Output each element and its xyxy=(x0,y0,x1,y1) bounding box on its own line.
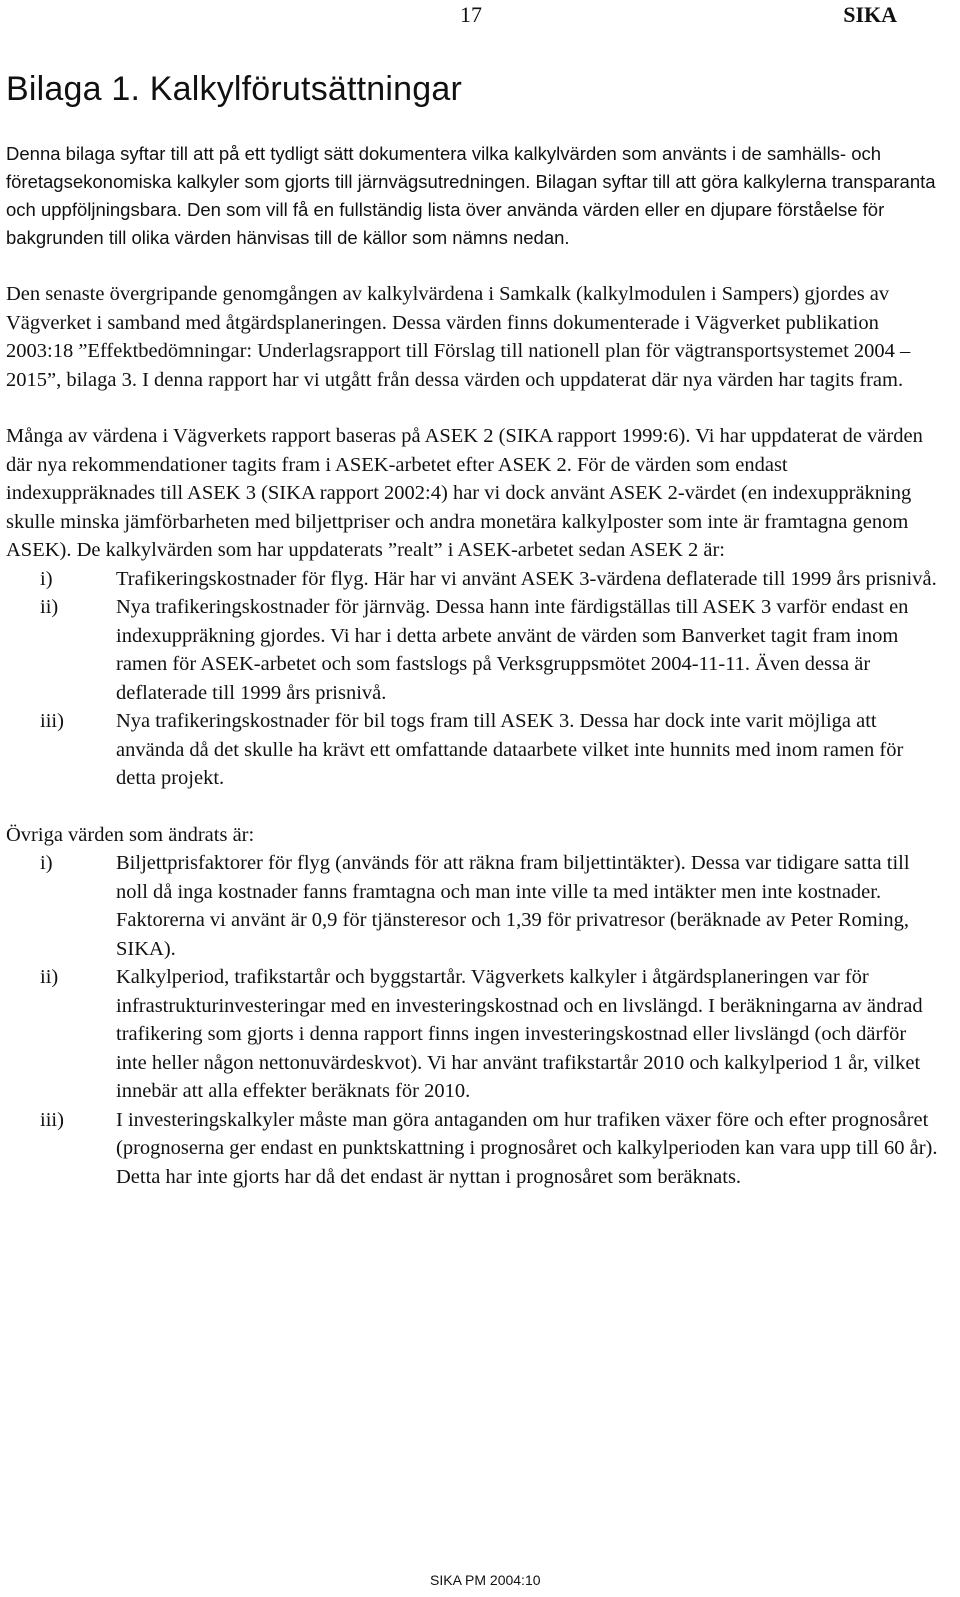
page-title: Bilaga 1. Kalkylförutsättningar xyxy=(6,70,463,108)
list-item xyxy=(6,707,941,793)
list-item xyxy=(6,565,941,594)
list-item xyxy=(6,963,941,1106)
paragraph-samkalk: Den senaste övergripande genomgången av kalkylvärdena i Samkalk (kalkylmodulen i Sampers) gjordes av Vägverket i samband med åtgärdsplaneringen. Dessa värden finns dokumenterade i Vägverket publikation 2003:18 ”Effektbedömningar: Underlagsrapport till Förslag till nationell plan för vägtransportsystemet 2004 – 2015”, bilaga 3. I denna rapport har vi utgått från dessa värden och uppdaterat där nya värden har tagits fram. xyxy=(6,283,911,391)
list-item-text: I investeringskalkyler måste man göra antaganden om hur trafiken växer före och efter prognosåret (prognoserna ger endast en punktskattning i prognosåret och kalkylperioden kan vara upp till 60 år). Detta har inte gjorts har då det endast är nyttan i prognosåret som beräknats. xyxy=(116,1108,938,1188)
list-item-number: iii) xyxy=(40,710,64,732)
page-number: 17 xyxy=(460,2,482,27)
list-item-number: i) xyxy=(40,567,53,590)
header-org: SIKA xyxy=(843,2,897,27)
list-item-text: Biljettprisfaktorer för flyg (används för att räkna fram biljettintäkter). Dessa var tidigare satta till noll då inga kostnader fanns framtagna och man inte ville ta med intäkter men inte kostnader. Faktorerna vi använt är 0,9 för tjänsteresor och 1,39 för privatresor (beräknade av Peter Roming, SIKA). xyxy=(116,852,910,960)
list-item-number: ii) xyxy=(40,966,59,988)
list-item-text: Nya trafikeringskostnader för bil togs fram till ASEK 3. Dessa har dock inte varit möjliga att använda då det skulle ha krävt ett omfattande dataarbete vilket inte hunnits med inom ramen för detta projekt. xyxy=(116,710,904,789)
list-item xyxy=(6,1106,941,1192)
page-footer: SIKA PM 2004:10 xyxy=(430,1572,541,1588)
list-item xyxy=(6,593,941,707)
list-item-text: Kalkylperiod, trafikstartår och byggstartår. Vägverkets kalkyler i åtgärdsplaneringen var för infrastrukturinvesteringar med en investeringskostnad och en livslängd. I beräkningarna av ändrad trafikering som gjorts i denna rapport finns ingen investeringskostnad eller livslängd (och därför inte heller någon nettonuvärdeskvot). Vi har använt trafikstartår 2010 och kalkylperiod 1 år, vilket innebär att alla effekter beräknats för 2010. xyxy=(116,966,923,1102)
paragraph-asek: Många av värdena i Vägverkets rapport baseras på ASEK 2 (SIKA rapport 1999:6). Vi har uppdaterat de värden där nya rekommendationer tagits fram i ASEK-arbetet efter ASEK 2. För de värden som endast indexuppräknades till ASEK 3 (SIKA rapport 2002:4) har vi dock använt ASEK 2-värdet (en indexuppräkning skulle minska jämförbarheten med biljettpriser och andra monetära kalkylposter som inte är framtagna genom ASEK). De kalkylvärden som har uppdaterats ”realt” i ASEK-arbetet sedan ASEK 2 är: xyxy=(6,425,923,561)
list-item-text: Trafikeringskostnader för flyg. Här har vi använt ASEK 3-värdena deflaterade till 1999 års prisnivå. xyxy=(116,567,937,590)
list-item-number: ii) xyxy=(40,596,59,618)
paragraph-other-values: Övriga värden som ändrats är: xyxy=(6,823,255,846)
updated-values-list xyxy=(6,565,941,793)
other-values-list xyxy=(6,849,941,1191)
document-body xyxy=(6,140,941,1191)
intro-paragraph: Denna bilaga syftar till att på ett tydligt sätt dokumentera vilka kalkylvärden som använts i de samhälls- och företagsekonomiska kalkyler som gjorts till järnvägsutredningen. Bilagan syftar till att göra kalkylerna transparanta och uppföljningsbara. Den som vill få en fullständig lista över använda värden eller en djupare förståelse för bakgrunden till olika värden hänvisas till de källor som nämns nedan. xyxy=(6,143,936,248)
list-item xyxy=(6,849,941,963)
list-item-number: iii) xyxy=(40,1108,64,1131)
list-item-text: Nya trafikeringskostnader för järnväg. Dessa hann inte färdigställas till ASEK 3 varför endast en indexuppräkning gjordes. Vi har i detta arbete använt de värden som Banverket tagit fram inom ramen för ASEK-arbetet och som fastslogs på Verksgruppsmötet 2004-11-11. Även dessa är deflaterade till 1999 års prisnivå. xyxy=(116,596,909,704)
list-item-number: i) xyxy=(40,852,53,874)
